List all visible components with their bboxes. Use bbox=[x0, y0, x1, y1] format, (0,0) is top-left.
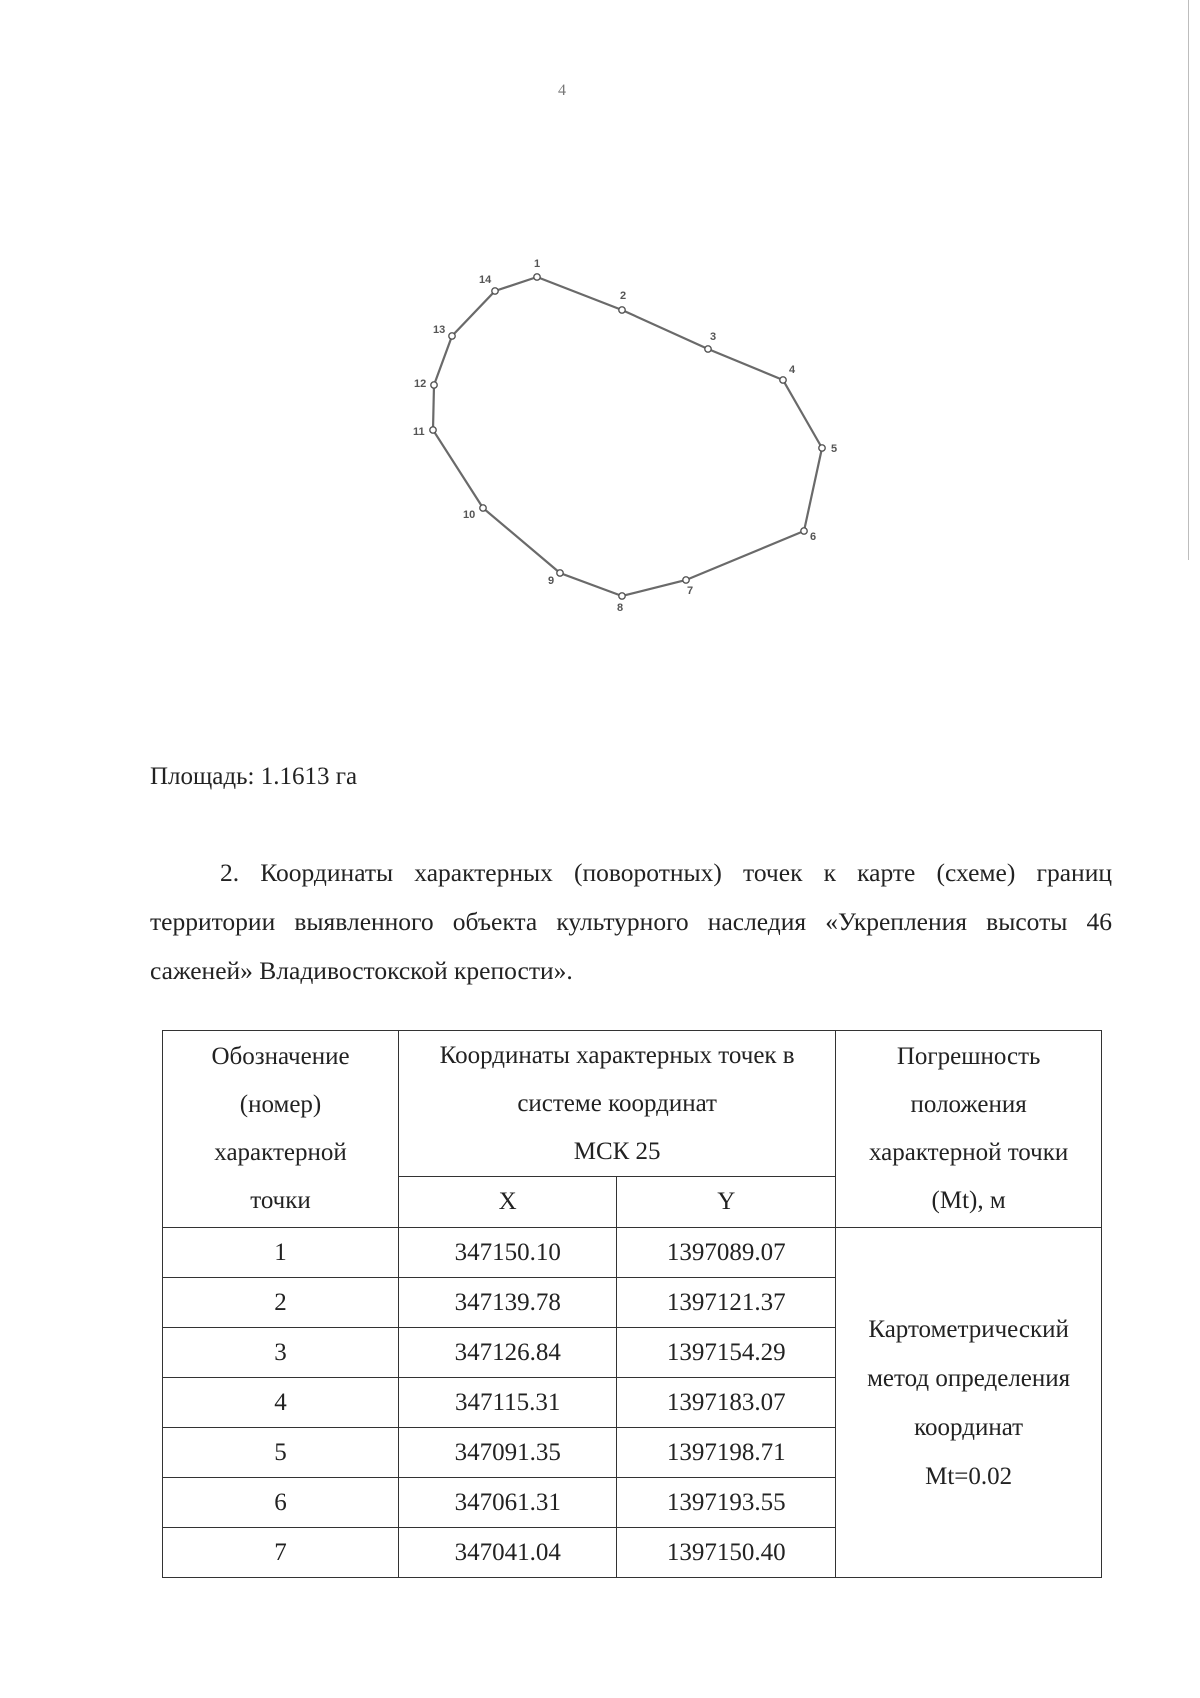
boundary-vertex bbox=[480, 505, 486, 511]
coord-x: 347061.31 bbox=[399, 1478, 617, 1528]
table-row bbox=[163, 1228, 1102, 1278]
coord-x: 347091.35 bbox=[399, 1428, 617, 1478]
coord-x: 347150.10 bbox=[399, 1228, 617, 1278]
coord-y: 1397183.07 bbox=[617, 1378, 836, 1428]
coord-y: 1397089.07 bbox=[617, 1228, 836, 1278]
coord-y: 1397193.55 bbox=[617, 1478, 836, 1528]
coord-x: 347115.31 bbox=[399, 1378, 617, 1428]
vertex-label: 3 bbox=[710, 331, 717, 343]
coordinates-table bbox=[162, 1030, 1102, 1578]
vertex-label: 8 bbox=[617, 602, 624, 614]
coord-y: 1397150.40 bbox=[617, 1528, 836, 1578]
coord-x: 347041.04 bbox=[399, 1528, 617, 1578]
point-number: 5 bbox=[163, 1428, 399, 1478]
vertex-label: 13 bbox=[433, 324, 446, 336]
header-error: Погрешность положения характерной точки (Mt), м bbox=[836, 1031, 1102, 1228]
header-x: X bbox=[399, 1177, 617, 1228]
coord-x: 347126.84 bbox=[399, 1328, 617, 1378]
boundary-vertex bbox=[492, 288, 498, 294]
point-number: 4 bbox=[163, 1378, 399, 1428]
point-number: 7 bbox=[163, 1528, 399, 1578]
point-number: 3 bbox=[163, 1328, 399, 1378]
header-y: Y bbox=[617, 1177, 836, 1228]
coordinates-paragraph: 2. Координаты характерных (поворотных) точек к карте (схеме) границ территории выявленного объекта культурного наследия «Укрепления высоты 46 саженей» Владивостокской крепости». bbox=[150, 858, 1112, 985]
boundary-vertex bbox=[430, 427, 436, 433]
boundary-scheme bbox=[0, 0, 1200, 700]
coord-y: 1397154.29 bbox=[617, 1328, 836, 1378]
point-number: 1 bbox=[163, 1228, 399, 1278]
boundary-vertex bbox=[619, 593, 625, 599]
vertex-label: 1 bbox=[534, 258, 541, 270]
coord-y: 1397121.37 bbox=[617, 1278, 836, 1328]
vertex-label: 10 bbox=[463, 509, 476, 521]
boundary-vertex bbox=[431, 382, 437, 388]
area-text: Площадь: 1.1613 га bbox=[150, 763, 358, 790]
point-number: 2 bbox=[163, 1278, 399, 1328]
vertex-label: 6 bbox=[810, 531, 817, 543]
vertex-label: 11 bbox=[413, 426, 425, 438]
vertex-label: 14 bbox=[479, 274, 492, 286]
header-coordinates: Координаты характерных точек в системе координат МСК 25 bbox=[399, 1031, 836, 1177]
vertex-label: 5 bbox=[831, 443, 838, 455]
vertex-label: 9 bbox=[548, 575, 555, 587]
boundary-vertex bbox=[619, 307, 625, 313]
vertex-label: 4 bbox=[789, 364, 796, 376]
page-number: 4 bbox=[558, 82, 566, 99]
point-number: 6 bbox=[163, 1478, 399, 1528]
coord-x: 347139.78 bbox=[399, 1278, 617, 1328]
table-header-row bbox=[163, 1031, 1102, 1177]
boundary-vertex bbox=[683, 577, 689, 583]
boundary-vertex bbox=[780, 377, 786, 383]
vertex-label: 12 bbox=[414, 378, 427, 390]
boundary-vertex bbox=[557, 570, 563, 576]
boundary-vertex bbox=[705, 346, 711, 352]
boundary-vertex bbox=[819, 445, 825, 451]
coord-y: 1397198.71 bbox=[617, 1428, 836, 1478]
boundary-vertex bbox=[449, 333, 455, 339]
boundary-polygon bbox=[433, 277, 822, 596]
boundary-vertex bbox=[801, 528, 807, 534]
vertex-label: 7 bbox=[687, 585, 694, 597]
method-cell: Картометрический метод определения координат Mt=0.02 bbox=[836, 1228, 1102, 1578]
vertex-label: 2 bbox=[620, 290, 627, 302]
header-designation: Обозначение (номер) характерной точки bbox=[163, 1031, 399, 1228]
boundary-vertex bbox=[534, 274, 540, 280]
